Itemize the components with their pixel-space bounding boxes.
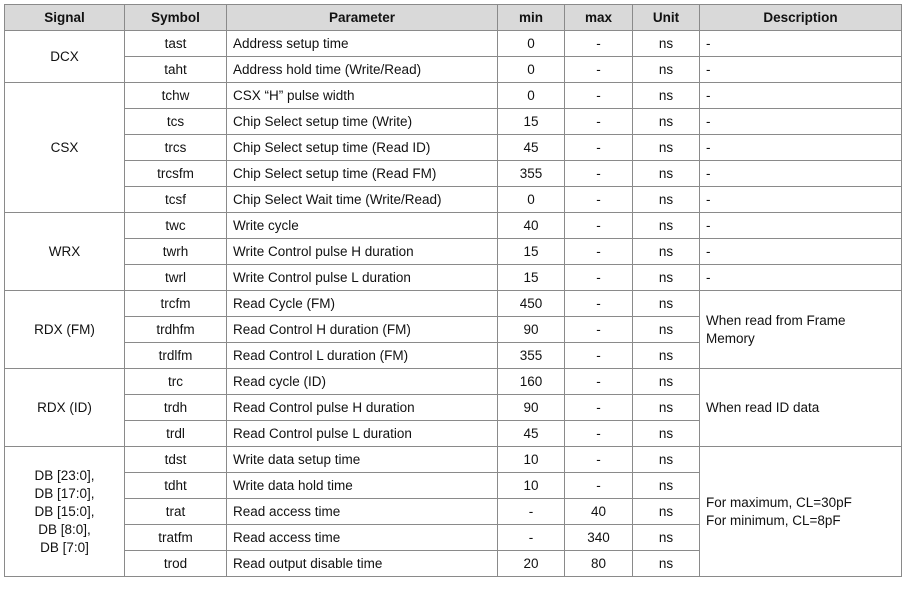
table-row	[5, 447, 902, 473]
unit-cell: ns	[633, 473, 700, 499]
unit-cell: ns	[633, 421, 700, 447]
description-cell: -	[700, 239, 902, 265]
header-signal: Signal	[5, 5, 125, 31]
symbol-cell: trdhfm	[125, 317, 227, 343]
unit-cell: ns	[633, 525, 700, 551]
symbol-cell: trat	[125, 499, 227, 525]
max-cell: -	[565, 317, 633, 343]
description-cell: When read from Frame Memory	[700, 291, 902, 369]
parameter-cell: CSX “H” pulse width	[227, 83, 498, 109]
max-cell: -	[565, 109, 633, 135]
max-cell: -	[565, 421, 633, 447]
parameter-cell: Chip Select setup time (Read FM)	[227, 161, 498, 187]
max-cell: -	[565, 187, 633, 213]
min-cell: 160	[498, 369, 565, 395]
min-cell: 0	[498, 57, 565, 83]
unit-cell: ns	[633, 395, 700, 421]
min-cell: 15	[498, 109, 565, 135]
parameter-cell: Read access time	[227, 499, 498, 525]
table-row	[5, 31, 902, 57]
symbol-cell: twrl	[125, 265, 227, 291]
description-cell: -	[700, 57, 902, 83]
parameter-cell: Read output disable time	[227, 551, 498, 577]
max-cell: 40	[565, 499, 633, 525]
description-cell: When read ID data	[700, 369, 902, 447]
min-cell: 45	[498, 135, 565, 161]
min-cell: 450	[498, 291, 565, 317]
min-cell: 0	[498, 31, 565, 57]
description-cell: -	[700, 161, 902, 187]
min-cell: 45	[498, 421, 565, 447]
min-cell: 90	[498, 395, 565, 421]
table-row	[5, 83, 902, 109]
symbol-cell: tcsf	[125, 187, 227, 213]
unit-cell: ns	[633, 57, 700, 83]
parameter-cell: Chip Select setup time (Write)	[227, 109, 498, 135]
unit-cell: ns	[633, 213, 700, 239]
min-cell: 40	[498, 213, 565, 239]
table-row	[5, 265, 902, 291]
description-cell: -	[700, 83, 902, 109]
table-row	[5, 161, 902, 187]
unit-cell: ns	[633, 239, 700, 265]
symbol-cell: trdl	[125, 421, 227, 447]
header-max: max	[565, 5, 633, 31]
min-cell: 355	[498, 343, 565, 369]
unit-cell: ns	[633, 369, 700, 395]
table-row	[5, 135, 902, 161]
unit-cell: ns	[633, 31, 700, 57]
max-cell: -	[565, 161, 633, 187]
description-cell: -	[700, 187, 902, 213]
unit-cell: ns	[633, 291, 700, 317]
parameter-cell: Write data hold time	[227, 473, 498, 499]
unit-cell: ns	[633, 317, 700, 343]
max-cell: -	[565, 213, 633, 239]
table-row	[5, 57, 902, 83]
max-cell: -	[565, 83, 633, 109]
symbol-cell: twc	[125, 213, 227, 239]
max-cell: -	[565, 135, 633, 161]
max-cell: -	[565, 57, 633, 83]
symbol-cell: twrh	[125, 239, 227, 265]
parameter-cell: Read Control H duration (FM)	[227, 317, 498, 343]
table-row	[5, 369, 902, 395]
header-min: min	[498, 5, 565, 31]
signal-cell: DCX	[5, 31, 125, 83]
table-row	[5, 239, 902, 265]
header-unit: Unit	[633, 5, 700, 31]
parameter-cell: Chip Select Wait time (Write/Read)	[227, 187, 498, 213]
signal-cell: WRX	[5, 213, 125, 291]
parameter-cell: Read Control pulse H duration	[227, 395, 498, 421]
max-cell: -	[565, 291, 633, 317]
parameter-cell: Write Control pulse H duration	[227, 239, 498, 265]
symbol-cell: tdht	[125, 473, 227, 499]
description-cell: -	[700, 135, 902, 161]
max-cell: -	[565, 447, 633, 473]
symbol-cell: trdlfm	[125, 343, 227, 369]
unit-cell: ns	[633, 265, 700, 291]
table-body	[5, 31, 902, 577]
symbol-cell: taht	[125, 57, 227, 83]
max-cell: -	[565, 369, 633, 395]
signal-cell: RDX (FM)	[5, 291, 125, 369]
parameter-cell: Address setup time	[227, 31, 498, 57]
unit-cell: ns	[633, 83, 700, 109]
parameter-cell: Read Control pulse L duration	[227, 421, 498, 447]
header-parameter: Parameter	[227, 5, 498, 31]
min-cell: 20	[498, 551, 565, 577]
min-cell: 0	[498, 83, 565, 109]
symbol-cell: tchw	[125, 83, 227, 109]
description-cell: -	[700, 213, 902, 239]
description-cell: -	[700, 31, 902, 57]
parameter-cell: Write data setup time	[227, 447, 498, 473]
signal-cell: DB [23:0], DB [17:0], DB [15:0], DB [8:0], DB [7:0]	[5, 447, 125, 577]
signal-cell: RDX (ID)	[5, 369, 125, 447]
parameter-cell: Chip Select setup time (Read ID)	[227, 135, 498, 161]
parameter-cell: Read Control L duration (FM)	[227, 343, 498, 369]
unit-cell: ns	[633, 135, 700, 161]
max-cell: -	[565, 239, 633, 265]
table-row	[5, 109, 902, 135]
symbol-cell: tdst	[125, 447, 227, 473]
table-row	[5, 213, 902, 239]
min-cell: 15	[498, 239, 565, 265]
description-cell: For maximum, CL=30pF For minimum, CL=8pF	[700, 447, 902, 577]
parameter-cell: Address hold time (Write/Read)	[227, 57, 498, 83]
max-cell: -	[565, 343, 633, 369]
unit-cell: ns	[633, 343, 700, 369]
header-symbol: Symbol	[125, 5, 227, 31]
min-cell: 10	[498, 473, 565, 499]
parameter-cell: Write cycle	[227, 213, 498, 239]
max-cell: -	[565, 31, 633, 57]
min-cell: 10	[498, 447, 565, 473]
parameter-cell: Read Cycle (FM)	[227, 291, 498, 317]
min-cell: 0	[498, 187, 565, 213]
max-cell: -	[565, 395, 633, 421]
symbol-cell: trcfm	[125, 291, 227, 317]
min-cell: 15	[498, 265, 565, 291]
table-row	[5, 291, 902, 317]
symbol-cell: tast	[125, 31, 227, 57]
symbol-cell: trc	[125, 369, 227, 395]
description-cell: -	[700, 265, 902, 291]
max-cell: 340	[565, 525, 633, 551]
min-cell: 90	[498, 317, 565, 343]
unit-cell: ns	[633, 109, 700, 135]
unit-cell: ns	[633, 161, 700, 187]
symbol-cell: trdh	[125, 395, 227, 421]
symbol-cell: tratfm	[125, 525, 227, 551]
parameter-cell: Read access time	[227, 525, 498, 551]
min-cell: 355	[498, 161, 565, 187]
symbol-cell: tcs	[125, 109, 227, 135]
symbol-cell: trcsfm	[125, 161, 227, 187]
header-description: Description	[700, 5, 902, 31]
description-cell: -	[700, 109, 902, 135]
parameter-cell: Write Control pulse L duration	[227, 265, 498, 291]
signal-cell: CSX	[5, 83, 125, 213]
timing-table	[4, 4, 902, 577]
max-cell: -	[565, 473, 633, 499]
symbol-cell: trcs	[125, 135, 227, 161]
max-cell: -	[565, 265, 633, 291]
unit-cell: ns	[633, 499, 700, 525]
symbol-cell: trod	[125, 551, 227, 577]
max-cell: 80	[565, 551, 633, 577]
min-cell: -	[498, 525, 565, 551]
min-cell: -	[498, 499, 565, 525]
parameter-cell: Read cycle (ID)	[227, 369, 498, 395]
unit-cell: ns	[633, 187, 700, 213]
unit-cell: ns	[633, 551, 700, 577]
table-row	[5, 187, 902, 213]
header-row	[5, 5, 902, 31]
unit-cell: ns	[633, 447, 700, 473]
